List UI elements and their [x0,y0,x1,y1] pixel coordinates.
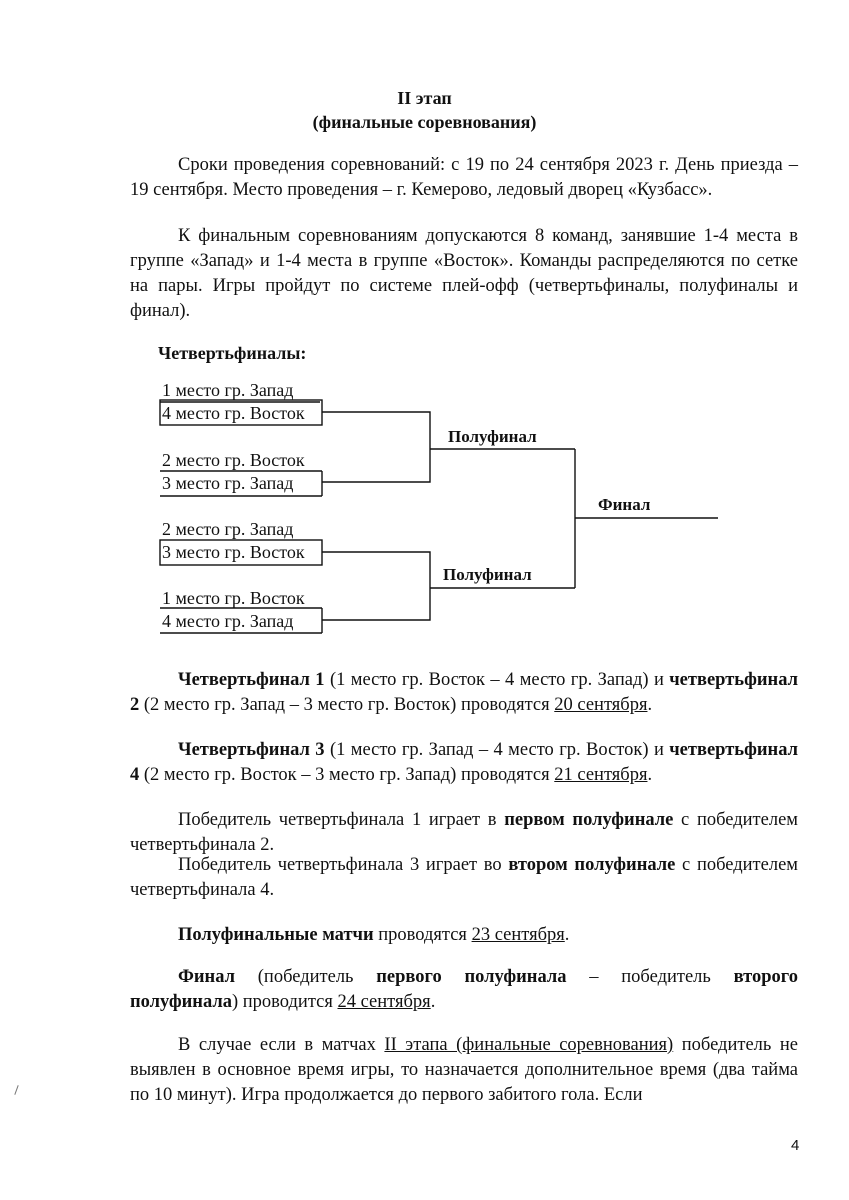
bracket-team: 3 место гр. Запад [162,473,294,493]
qf4-description: (2 место гр. Восток – 3 место гр. Запад) проводятся [139,765,555,785]
quarterfinals-3-4-paragraph: Четвертьфинал 3 (1 место гр. Запад – 4 место гр. Восток) и четвертьфинал 4 (2 место гр. Восток – 3 место гр. Запад) проводятся 21 сентября. [130,740,798,785]
first-semifinal-term: первом полуфинале [504,810,674,830]
bracket-line [322,412,430,482]
intro-dates-paragraph: Сроки проведения соревнований: с 19 по 24 сентября 2023 г. День приезда – 19 сентября. Место проведения – г. Кемерово, ледовый дворец «Кузбасс». [130,155,798,200]
quarterfinals-1-2-paragraph: Четвертьфинал 1 (1 место гр. Восток – 4 место гр. Запад) и четвертьфинал 2 (2 место гр. Запад – 3 место гр. Восток) проводятся 20 сентября. [130,670,798,715]
final-date: 24 сентября [337,992,431,1012]
final-term: Финал [178,967,235,987]
qf1-description: (1 место гр. Восток – 4 место гр. Запад) и [324,670,670,690]
stage-title: II этап [397,88,452,108]
final-label: Финал [598,495,651,514]
stage-2-reference: II этапа (финальные соревнования) [384,1035,674,1055]
qf3-4-date: 21 сентября [554,765,648,785]
qf2-description: (2 место гр. Запад – 3 место гр. Восток) проводятся [139,695,555,715]
semifinal-2-pairing-paragraph: Победитель четвертьфинала 3 играет во втором полуфинале с победителем четвертьфинала 4. [130,855,798,900]
intro-admission-paragraph: К финальным соревнованиям допускаются 8 команд, занявшие 1-4 места в группе «Запад» и 1-4 места в группе «Восток». Команды распределяются по сетке на пары. Игры пройдут по системе плей-офф (четвертьфиналы, полуфиналы и финал). [130,226,798,321]
qf3-label: Четвертьфинал 3 [178,740,325,760]
bracket-team: 2 место гр. Восток [162,450,305,470]
qf2-label: четвертьфинал 2 [130,670,798,715]
semifinal-1-pairing-paragraph: Победитель четвертьфинала 1 играет в первом полуфинале с победителем четвертьфинала 2. [130,810,798,855]
bracket-team: 1 место гр. Восток [162,588,305,608]
second-semifinal-winner: второго полуфинала [130,967,798,1012]
semifinal-2-label: Полуфинал [443,565,532,584]
qf4-label: четвертьфинал 4 [130,740,798,785]
qf1-2-date: 20 сентября [554,695,648,715]
bracket-team: 2 место гр. Запад [162,519,294,539]
quarterfinals-heading: Четвертьфиналы: [158,343,307,363]
second-semifinal-term: втором полуфинале [508,855,676,875]
final-paragraph: Финал (победитель первого полуфинала – победитель второго полуфинала) проводится 24 сентября. [130,967,798,1012]
semifinal-matches-term: Полуфинальные матчи [178,925,374,945]
semifinal-1-label: Полуфинал [448,427,537,446]
qf1-label: Четвертьфинал 1 [178,670,325,690]
first-semifinal-winner: первого полуфинала [376,967,567,987]
bracket-team: 4 место гр. Восток [162,403,305,423]
overtime-paragraph: В случае если в матчах II этапа (финальные соревнования) победитель не выявлен в основное время игры, то назначается дополнительное время (два тайма по 10 минут). Игра продолжается до первого забитого гола. Если [130,1035,798,1105]
stage-subtitle: (финальные соревнования) [312,112,537,132]
bracket-line [322,552,430,620]
semifinals-date: 23 сентября [471,925,565,945]
page-number: 4 [791,1137,800,1154]
bracket-team: 1 место гр. Запад [162,380,294,400]
scan-mark [14,1085,18,1095]
semifinals-date-paragraph: Полуфинальные матчи проводятся 23 сентября. [178,925,570,945]
bracket-team: 4 место гр. Запад [162,611,294,631]
bracket-team: 3 место гр. Восток [162,542,305,562]
qf3-description: (1 место гр. Запад – 4 место гр. Восток) и [324,740,670,760]
